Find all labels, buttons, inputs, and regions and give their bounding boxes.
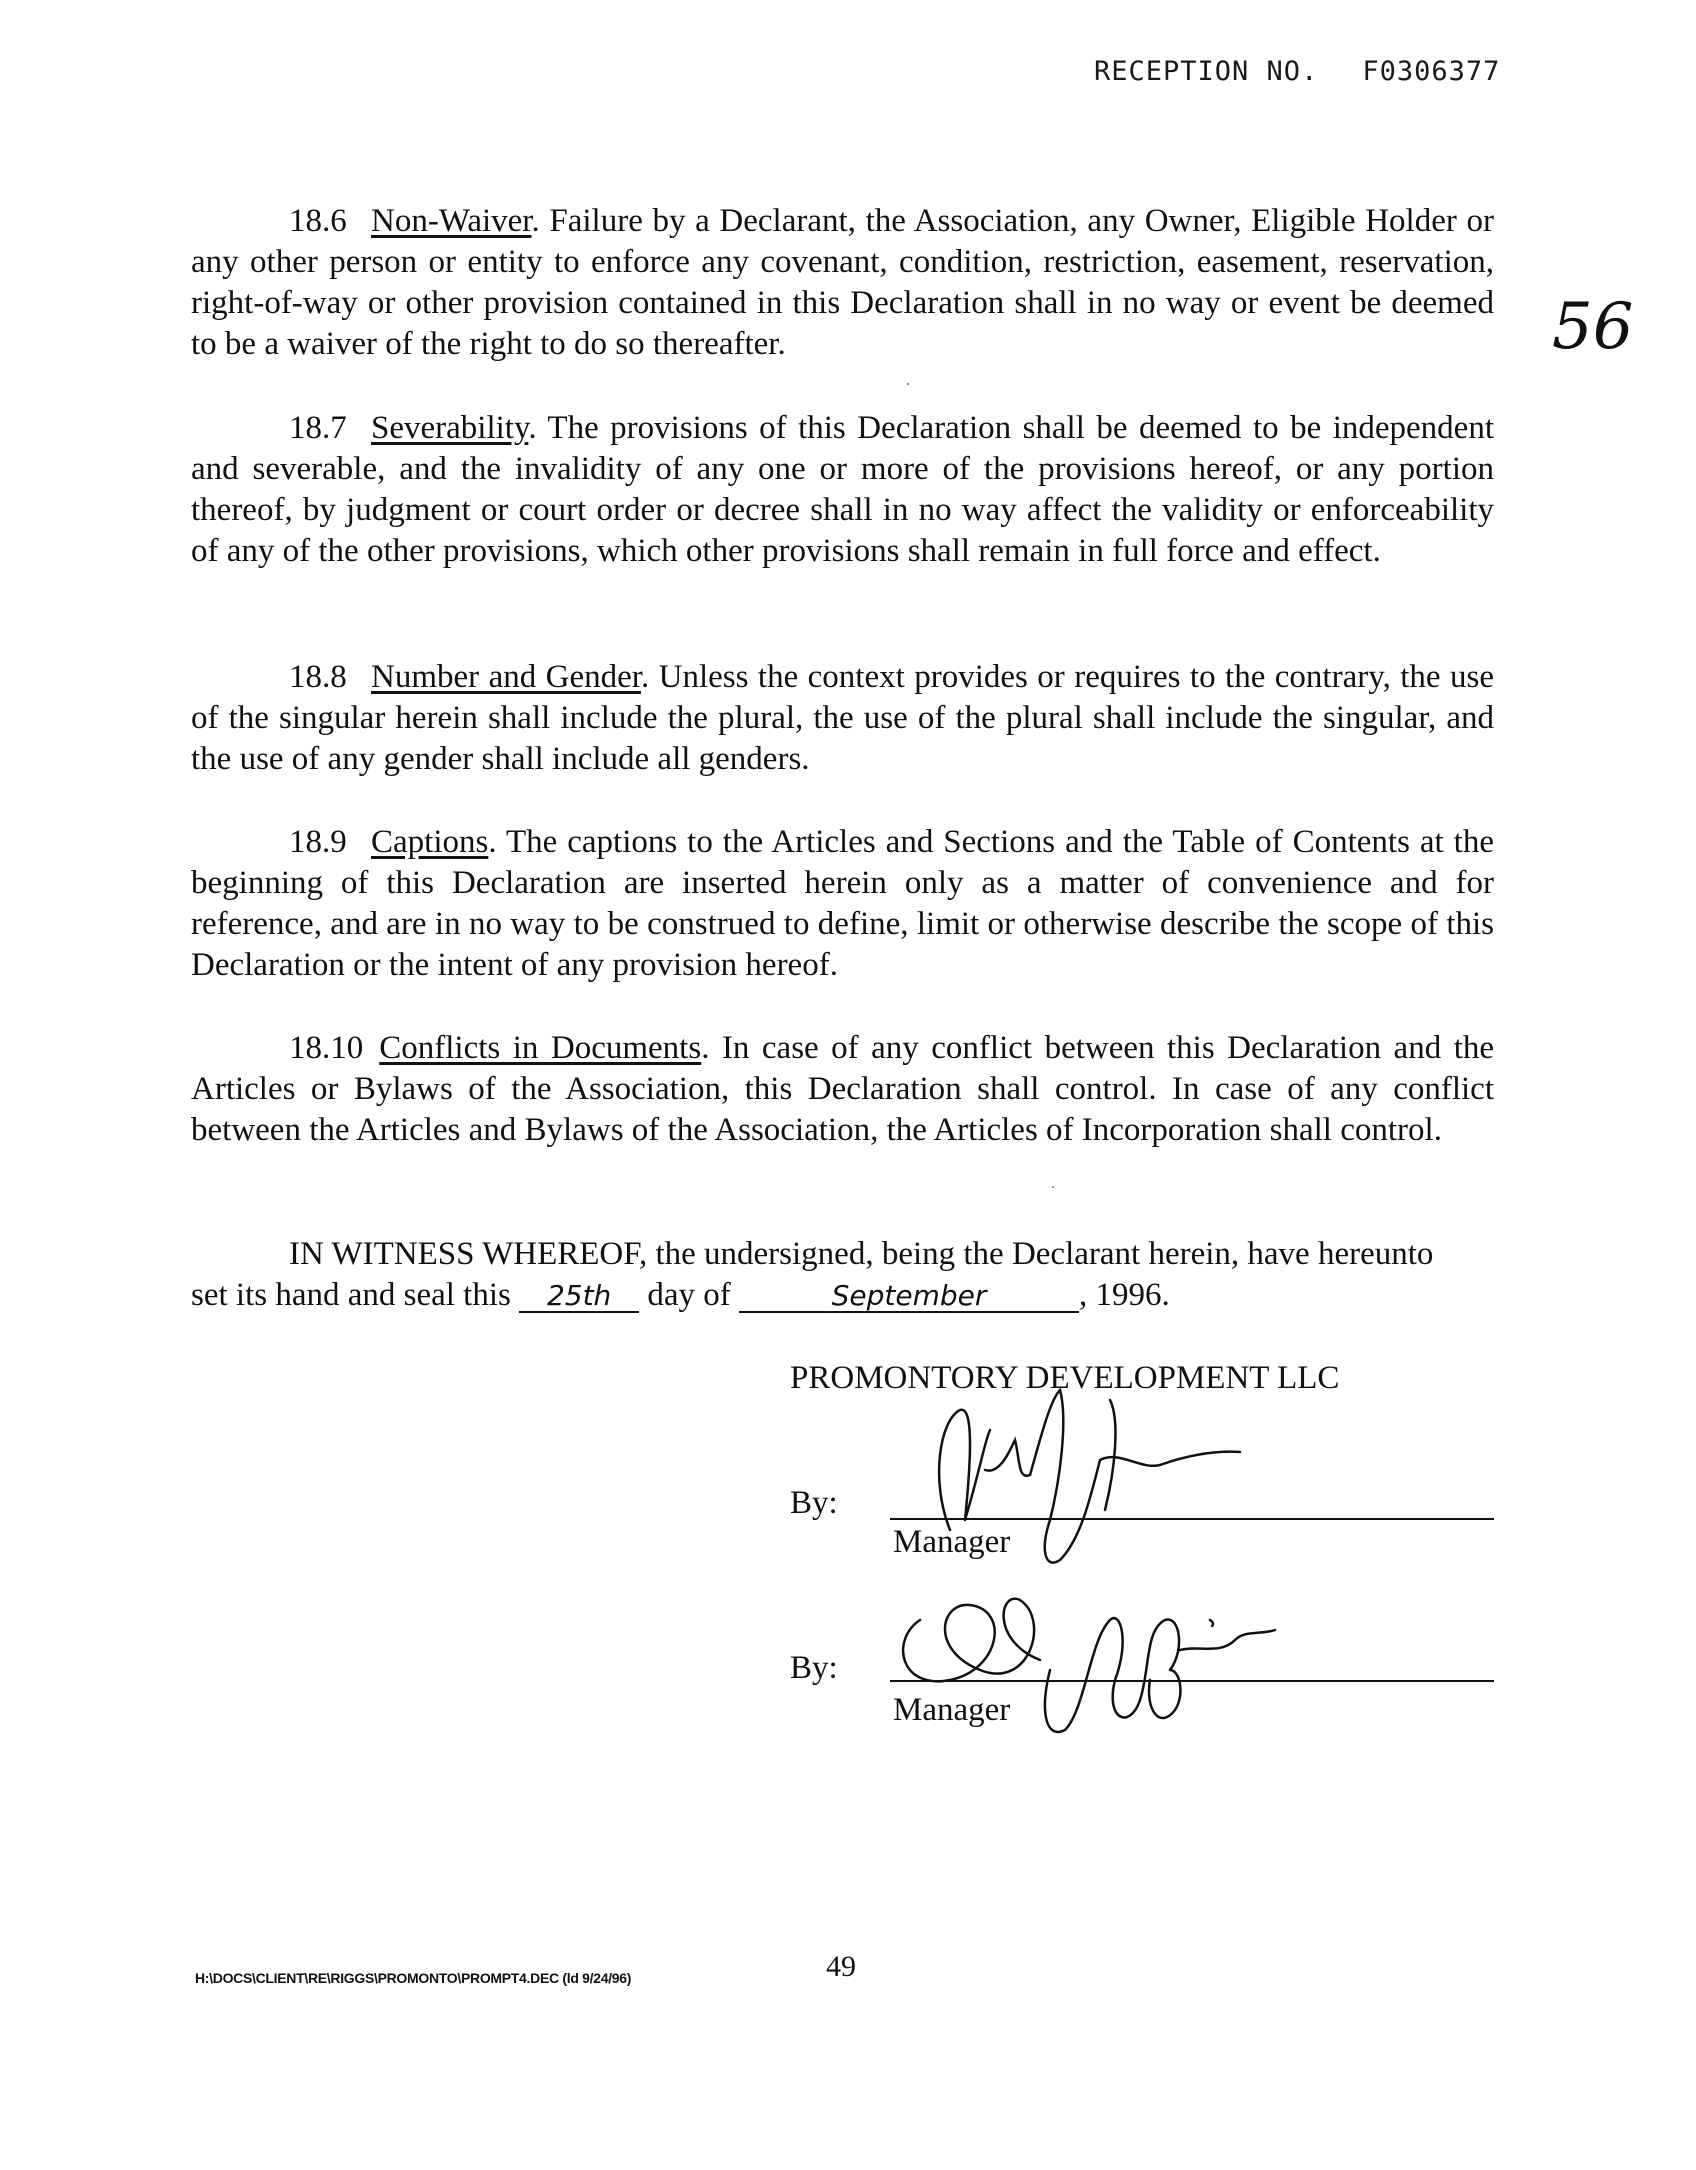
- witness-line-1: IN WITNESS WHEREOF, the undersigned, being the Declarant herein, have hereunto: [289, 1236, 1434, 1272]
- day-fill-in: 25th: [519, 1281, 639, 1313]
- handwritten-margin-number: 56: [1552, 290, 1634, 364]
- reception-stamp: [1094, 56, 1500, 87]
- section-text: . The provisions of this Declaration shall be deemed to be independent and severable, and the invalidity of any one or more of the provisions hereof, or any portion thereof, by judgment or court order or decree shall in no way affect the validity or enforceability of any of the other provisions, which other provisions shall remain in full force and effect.: [191, 410, 1494, 569]
- section-heading: Severability: [371, 410, 529, 446]
- handwritten-signature-2: [880, 1560, 1300, 1750]
- section-number: 18.6: [289, 203, 347, 239]
- witness-clause: [191, 1234, 1494, 1316]
- signer-title-1: Manager: [893, 1524, 1011, 1560]
- section-number: 18.8: [289, 659, 347, 695]
- company-name: PROMONTORY DEVELOPMENT LLC: [790, 1360, 1340, 1396]
- section-18-6: [191, 201, 1494, 365]
- section-heading: Non-Waiver: [371, 203, 532, 239]
- section-number: 18.9: [289, 824, 347, 860]
- section-heading: Captions: [371, 824, 489, 860]
- section-text: . The captions to the Articles and Sections and the Table of Contents at the beginning of this Declaration are inserted herein only as a matter of convenience and for reference, and are in no way to be construed to define, limit or otherwise describe the scope of this Declaration or the intent of any provision hereof.: [191, 824, 1494, 983]
- scan-speck: [1052, 1186, 1054, 1188]
- by-label-1: By:: [790, 1485, 838, 1521]
- section-heading: Conflicts in Documents: [379, 1030, 702, 1066]
- scan-speck: [907, 383, 909, 385]
- section-number: 18.7: [289, 410, 347, 446]
- witness-prefix: set its hand and seal this: [191, 1277, 511, 1313]
- handwritten-signature-1: [890, 1380, 1250, 1590]
- section-18-10: [191, 1028, 1494, 1151]
- section-text: . Unless the context provides or requires to the contrary, the use of the singular herein shall include the plural, the use of the plural shall include the singular, and the use of any gender shall include all genders.: [191, 659, 1494, 777]
- month-fill-in: September: [739, 1281, 1079, 1313]
- witness-suffix: , 1996.: [1079, 1277, 1170, 1313]
- signer-title-2: Manager: [893, 1692, 1011, 1728]
- section-heading: Number and Gender: [371, 659, 641, 695]
- section-18-9: [191, 822, 1494, 986]
- reception-label: RECEPTION NO.: [1094, 56, 1319, 87]
- section-text: . Failure by a Declarant, the Association, any Owner, Eligible Holder or any other person or entity to enforce any covenant, condition, restriction, easement, reservation, right-of-way or other provision contained in this Declaration shall in no way or event be deemed to be a waiver of the right to do so thereafter.: [191, 203, 1494, 362]
- section-number: 18.10: [289, 1030, 364, 1066]
- section-text: . In case of any conflict between this Declaration and the Articles or Bylaws of the Association, this Declaration shall control. In case of any conflict between the Articles and Bylaws of the Association, the Articles of Incorporation shall control.: [191, 1030, 1495, 1148]
- section-18-8: [191, 657, 1494, 780]
- by-label-2: By:: [790, 1650, 838, 1686]
- section-18-7: [191, 408, 1494, 572]
- reception-number: F0306377: [1362, 56, 1501, 87]
- page-number: 49: [826, 1950, 856, 1983]
- witness-middle: day of: [647, 1277, 731, 1313]
- file-path-footer: H:\DOCS\CLIENT\RE\RIGGS\PROMONTO\PROMPT4.DEC (ld 9/24/96): [195, 1970, 632, 1986]
